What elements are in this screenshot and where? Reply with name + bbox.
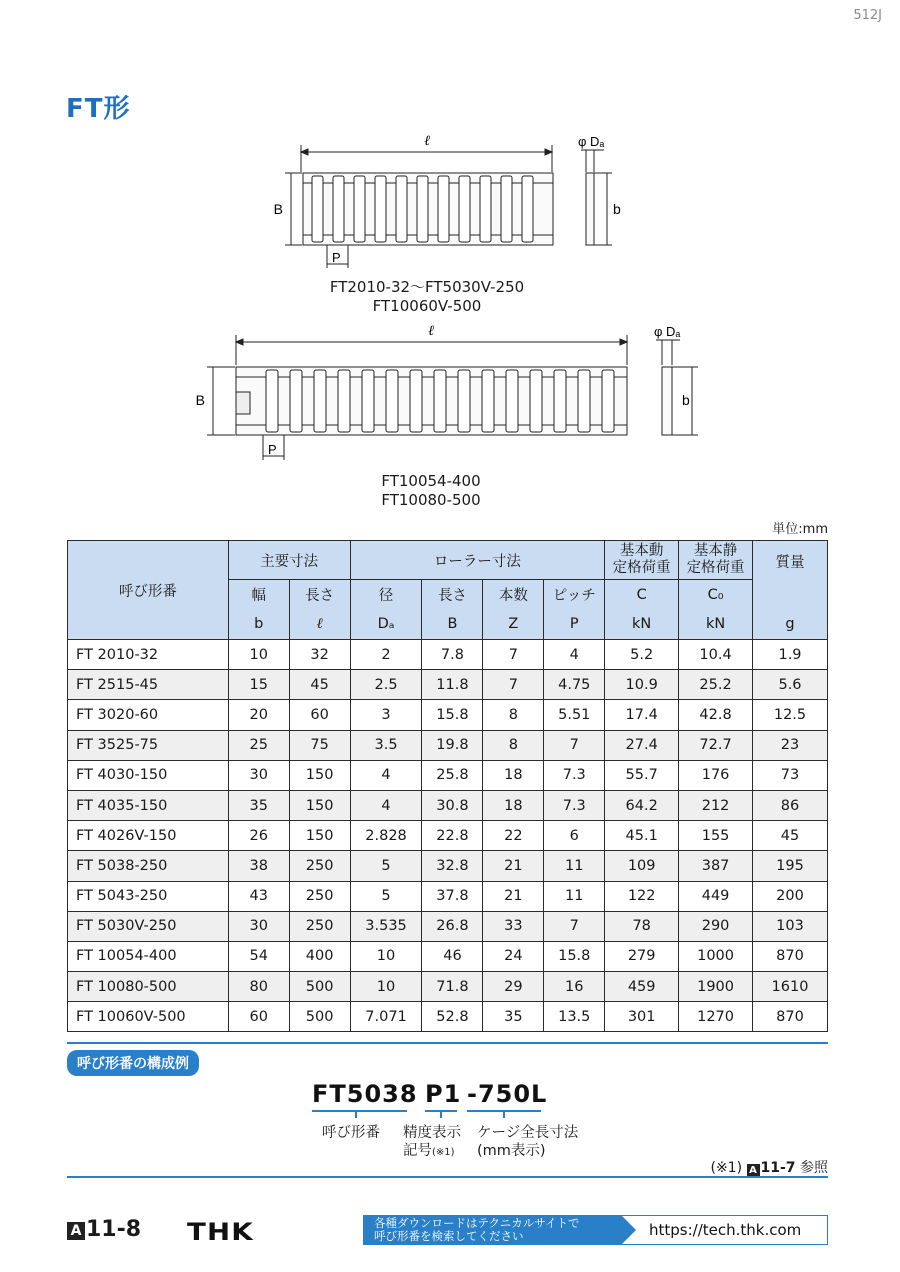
example-label2 (403, 1124, 461, 1162)
table-cell: 3 (350, 700, 422, 730)
table-cell: 30 (228, 760, 289, 790)
table-cell: 11 (544, 881, 605, 911)
table-cell-model: FT 10060V-500 (68, 1002, 229, 1032)
header-length: 長さ (289, 580, 350, 610)
table-cell: 52.8 (422, 1002, 483, 1032)
table-cell: 500 (289, 1002, 350, 1032)
table-cell: 10.9 (605, 670, 679, 700)
header-rlength-sym: B (422, 610, 483, 640)
table-cell: 400 (289, 941, 350, 971)
example-tick1 (355, 1110, 357, 1118)
table-cell: 30.8 (422, 790, 483, 820)
diagram2-label-P: P (268, 442, 277, 457)
header-roller-dims: ローラー寸法 (350, 541, 605, 580)
table-cell-model: FT 4030-150 (68, 760, 229, 790)
header-pitch: ピッチ (544, 580, 605, 610)
tech-site-link[interactable]: https://tech.thk.com (649, 1221, 802, 1239)
header-static-line1: 基本静 (693, 543, 738, 559)
table-row (68, 1002, 828, 1032)
table-cell: 15.8 (422, 700, 483, 730)
table-cell: 4 (350, 760, 422, 790)
example-part1: FT5038 (312, 1080, 418, 1108)
table-cell: 17.4 (605, 700, 679, 730)
table-cell: 33 (483, 911, 544, 941)
table-cell: 103 (753, 911, 828, 941)
cage-diagram-1-svg (0, 130, 900, 280)
example-tick2 (440, 1110, 442, 1118)
table-cell: 8 (483, 700, 544, 730)
table-cell: 5.6 (753, 670, 828, 700)
table-cell-model: FT 10080-500 (68, 972, 229, 1002)
diagram1-label-phi: φ Dₐ (578, 134, 605, 149)
header-length-sym: ℓ (289, 610, 350, 640)
table-cell: 26 (228, 821, 289, 851)
reference-section: 11-7 (760, 1160, 796, 1176)
table-cell: 387 (679, 851, 753, 881)
table-row (68, 972, 828, 1002)
table-cell: 195 (753, 851, 828, 881)
header-count: 本数 (483, 580, 544, 610)
table-cell: 2 (350, 640, 422, 670)
table-cell: 7 (483, 670, 544, 700)
footer-page-number (67, 1217, 141, 1242)
table-cell: 3.5 (350, 730, 422, 760)
cage-diagram-2-svg (0, 320, 900, 470)
table-cell: 7.8 (422, 640, 483, 670)
table-row (68, 941, 828, 971)
diagram2-caption (231, 472, 631, 510)
table-cell: 11.8 (422, 670, 483, 700)
table-cell: 449 (679, 881, 753, 911)
table-cell: 290 (679, 911, 753, 941)
table-cell: 150 (289, 821, 350, 851)
table-row (68, 881, 828, 911)
table-row (68, 700, 828, 730)
example-label2-line1: 精度表示 (403, 1125, 461, 1141)
table-cell: 4 (544, 640, 605, 670)
table-row (68, 760, 828, 790)
table-cell-model: FT 3525-75 (68, 730, 229, 760)
table-cell: 18 (483, 790, 544, 820)
table-cell: 15.8 (544, 941, 605, 971)
table-cell: 5.2 (605, 640, 679, 670)
table-cell: 7 (544, 730, 605, 760)
table-cell: 1.9 (753, 640, 828, 670)
table-cell: 500 (289, 972, 350, 1002)
download-line2: 呼び形番を検索してください (374, 1229, 524, 1243)
table-cell: 32.8 (422, 851, 483, 881)
header-width-sym: b (228, 610, 289, 640)
table-cell: 45 (289, 670, 350, 700)
example-label2-line2 (403, 1142, 461, 1162)
table-cell: 32 (289, 640, 350, 670)
table-row (68, 911, 828, 941)
header-dynamic-line2: 定格荷重 (612, 560, 671, 576)
table-cell: 20 (228, 700, 289, 730)
table-cell: 15 (228, 670, 289, 700)
download-line1: 各種ダウンロードはテクニカルサイトで (374, 1216, 580, 1230)
table-cell: 1270 (679, 1002, 753, 1032)
table-cell: 250 (289, 881, 350, 911)
table-cell: 301 (605, 1002, 679, 1032)
table-cell: 78 (605, 911, 679, 941)
thk-logo: THK (187, 1218, 254, 1246)
diagram2-label-l: ℓ (428, 324, 434, 339)
table-cell: 43 (228, 881, 289, 911)
divider-bottom (67, 1176, 828, 1178)
table-cell: 37.8 (422, 881, 483, 911)
example-label2-note: (※1) (432, 1147, 455, 1158)
table-cell: 12.5 (753, 700, 828, 730)
table-cell: 64.2 (605, 790, 679, 820)
table-cell: 42.8 (679, 700, 753, 730)
table-cell: 25.2 (679, 670, 753, 700)
header-count-sym: Z (483, 610, 544, 640)
table-cell: 54 (228, 941, 289, 971)
table-cell: 29 (483, 972, 544, 1002)
table-cell: 75 (289, 730, 350, 760)
diagram1-label-B: B (273, 201, 283, 217)
diagram1-label-P: P (332, 250, 341, 265)
table-cell: 38 (228, 851, 289, 881)
header-width: 幅 (228, 580, 289, 610)
table-cell: 86 (753, 790, 828, 820)
table-cell: 870 (753, 941, 828, 971)
header-C0: C₀ (679, 580, 753, 610)
footer-section-a-icon: A (67, 1222, 85, 1240)
diagram1-caption-line1: FT2010-32～FT5030V-250 (329, 278, 525, 296)
example-label3 (477, 1124, 578, 1160)
table-cell: 10 (350, 972, 422, 1002)
header-roller-length: 長さ (422, 580, 483, 610)
table-cell: 2.5 (350, 670, 422, 700)
diagram1-caption-line2: FT10060V-500 (372, 297, 482, 315)
header-mass-unit: g (753, 610, 828, 640)
table-cell: 1000 (679, 941, 753, 971)
reference-suffix: 参照 (800, 1160, 828, 1176)
footer-page: 11-8 (86, 1217, 142, 1242)
table-cell: 60 (289, 700, 350, 730)
table-cell: 18 (483, 760, 544, 790)
table-cell: 19.8 (422, 730, 483, 760)
table-cell: 13.5 (544, 1002, 605, 1032)
table-cell-model: FT 4026V-150 (68, 821, 229, 851)
table-cell: 5.51 (544, 700, 605, 730)
arrow-right-icon (622, 1216, 636, 1244)
table-cell: 870 (753, 1002, 828, 1032)
table-cell-model: FT 5043-250 (68, 881, 229, 911)
diagram2-label-B: B (195, 392, 205, 408)
table-row (68, 790, 828, 820)
example-part3: -750L (467, 1080, 548, 1108)
header-main-dims: 主要寸法 (228, 541, 350, 580)
table-cell-model: FT 4035-150 (68, 790, 229, 820)
example-label3-line1: ケージ全長寸法 (477, 1125, 579, 1141)
reference-note (710, 1157, 828, 1177)
table-cell: 8 (483, 730, 544, 760)
table-cell: 55.7 (605, 760, 679, 790)
example-underline1 (312, 1110, 407, 1112)
example-label3-line2: (mm表示) (477, 1143, 546, 1159)
spec-table (67, 540, 828, 1032)
table-cell: 11 (544, 851, 605, 881)
table-cell: 4 (350, 790, 422, 820)
table-cell: 3.535 (350, 911, 422, 941)
table-cell: 2.828 (350, 821, 422, 851)
table-cell-model: FT 5038-250 (68, 851, 229, 881)
table-cell: 6 (544, 821, 605, 851)
diagram1-caption (227, 278, 627, 316)
example-part2: P1 (425, 1080, 462, 1108)
table-row (68, 670, 828, 700)
table-cell: 7.071 (350, 1002, 422, 1032)
table-cell: 122 (605, 881, 679, 911)
table-cell: 24 (483, 941, 544, 971)
unit-label: 単位:mm (772, 522, 828, 537)
table-cell: 46 (422, 941, 483, 971)
table-cell-model: FT 2515-45 (68, 670, 229, 700)
page-number: 512J (853, 8, 882, 23)
header-mass: 質量 (753, 541, 828, 580)
table-cell: 35 (228, 790, 289, 820)
diagram2-caption-line1: FT10054-400 (381, 472, 481, 490)
header-C0-unit: kN (679, 610, 753, 640)
table-cell: 7.3 (544, 790, 605, 820)
table-cell-model: FT 10054-400 (68, 941, 229, 971)
table-cell: 1610 (753, 972, 828, 1002)
table-cell: 10 (228, 640, 289, 670)
section-a-icon: A (747, 1164, 760, 1177)
diagram2-label-phi: φ Dₐ (654, 324, 681, 339)
header-C: C (605, 580, 679, 610)
table-cell: 16 (544, 972, 605, 1002)
table-cell: 109 (605, 851, 679, 881)
table-cell: 5 (350, 881, 422, 911)
table-cell: 27.4 (605, 730, 679, 760)
diagram2-label-b: b (682, 392, 690, 408)
table-cell: 35 (483, 1002, 544, 1032)
header-dynamic-line1: 基本動 (619, 543, 664, 559)
table-cell: 45.1 (605, 821, 679, 851)
example-label2-kigo: 記号 (403, 1143, 432, 1159)
table-cell: 21 (483, 881, 544, 911)
table-cell: 150 (289, 760, 350, 790)
table-cell: 212 (679, 790, 753, 820)
example-badge: 呼び形番の構成例 (67, 1050, 199, 1076)
table-cell: 22.8 (422, 821, 483, 851)
table-cell: 250 (289, 851, 350, 881)
table-cell: 26.8 (422, 911, 483, 941)
table-cell: 1900 (679, 972, 753, 1002)
table-cell: 150 (289, 790, 350, 820)
table-cell-model: FT 2010-32 (68, 640, 229, 670)
table-cell: 7 (483, 640, 544, 670)
header-dia-sym: Dₐ (350, 610, 422, 640)
table-cell: 60 (228, 1002, 289, 1032)
diagram1-label-l: ℓ (424, 134, 430, 149)
table-cell-model: FT 5030V-250 (68, 911, 229, 941)
table-row (68, 640, 828, 670)
table-cell: 10 (350, 941, 422, 971)
download-banner[interactable] (363, 1215, 828, 1245)
table-cell: 30 (228, 911, 289, 941)
reference-prefix: (※1) (710, 1160, 743, 1176)
table-cell: 7.3 (544, 760, 605, 790)
table-cell: 10.4 (679, 640, 753, 670)
table-cell: 71.8 (422, 972, 483, 1002)
table-cell: 25 (228, 730, 289, 760)
example-tick3 (503, 1110, 505, 1118)
cage-diagram-2 (0, 320, 900, 470)
table-cell-model: FT 3020-60 (68, 700, 229, 730)
table-row (68, 851, 828, 881)
table-cell: 155 (679, 821, 753, 851)
header-dynamic-load (605, 541, 679, 580)
table-cell: 250 (289, 911, 350, 941)
table-row (68, 821, 828, 851)
table-cell: 459 (605, 972, 679, 1002)
header-dia: 径 (350, 580, 422, 610)
table-cell: 200 (753, 881, 828, 911)
table-cell: 279 (605, 941, 679, 971)
table-cell: 23 (753, 730, 828, 760)
page-title: FT形 (66, 94, 131, 124)
diagram1-label-b: b (613, 201, 621, 217)
table-cell: 80 (228, 972, 289, 1002)
table-cell: 22 (483, 821, 544, 851)
header-static-line2: 定格荷重 (686, 560, 745, 576)
diagram2-caption-line2: FT10080-500 (381, 491, 481, 509)
divider-top (67, 1042, 828, 1044)
header-mass-spacer (753, 580, 828, 610)
table-cell: 45 (753, 821, 828, 851)
header-C-unit: kN (605, 610, 679, 640)
download-text (364, 1216, 622, 1244)
header-static-load (679, 541, 753, 580)
table-cell: 7 (544, 911, 605, 941)
table-cell: 21 (483, 851, 544, 881)
table-cell: 4.75 (544, 670, 605, 700)
table-cell: 73 (753, 760, 828, 790)
example-label1: 呼び形番 (322, 1125, 380, 1141)
table-cell: 72.7 (679, 730, 753, 760)
table-cell: 5 (350, 851, 422, 881)
table-row (68, 730, 828, 760)
header-pitch-sym: P (544, 610, 605, 640)
header-model: 呼び形番 (68, 541, 229, 640)
cage-diagram-1 (0, 130, 900, 280)
table-cell: 176 (679, 760, 753, 790)
table-cell: 25.8 (422, 760, 483, 790)
